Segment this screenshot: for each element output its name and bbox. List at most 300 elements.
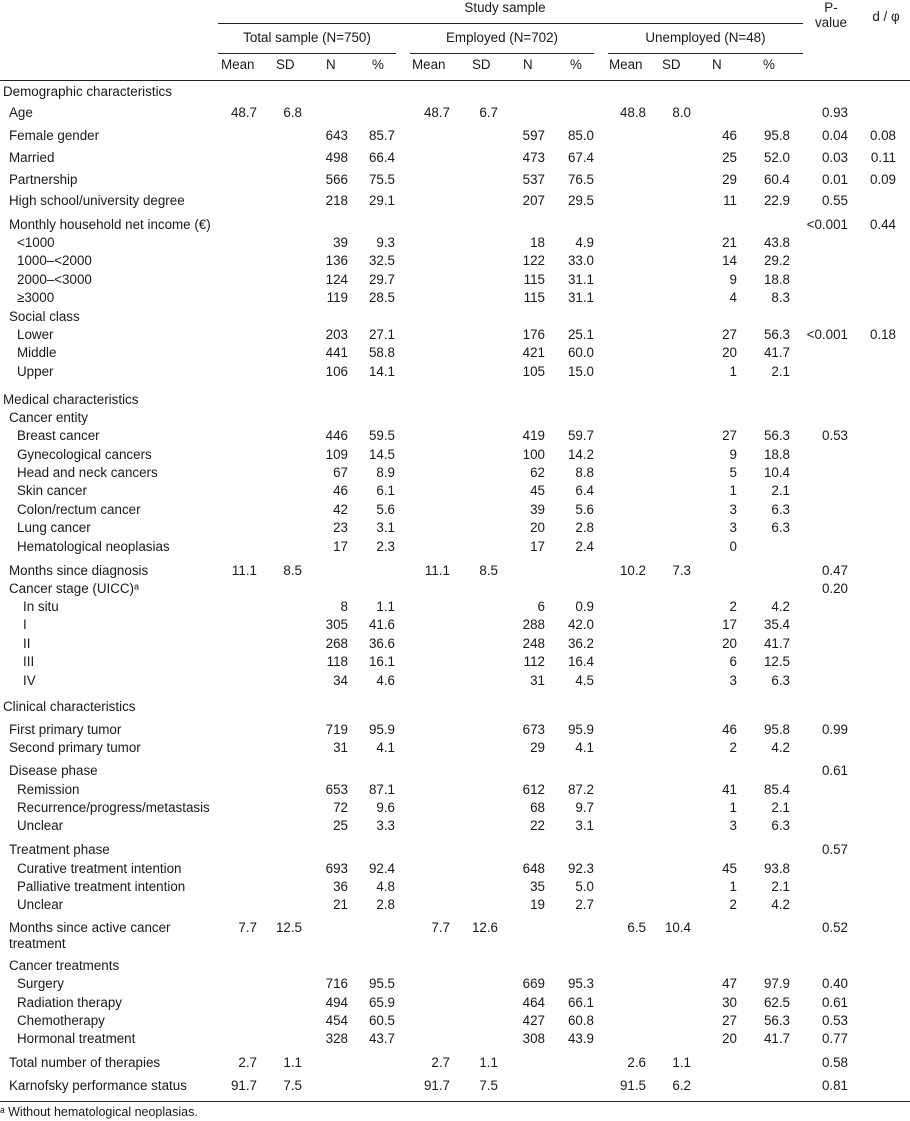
table-cell: 92.3	[567, 861, 594, 876]
rule-under-total	[218, 53, 396, 54]
p-value-cell: 0.53	[821, 1013, 848, 1028]
table-cell: 653	[325, 782, 348, 797]
table-cell: 1.1	[376, 599, 395, 614]
row-label: Radiation therapy	[17, 995, 122, 1010]
table-cell: 6.4	[575, 483, 594, 498]
table-cell: 85.4	[763, 782, 790, 797]
table-cell: 66.1	[567, 995, 594, 1010]
table-cell: 308	[522, 1031, 545, 1046]
rule-under-employed	[410, 53, 594, 54]
row-label: Age	[9, 105, 33, 120]
section-heading: Clinical characteristics	[3, 699, 136, 714]
table-cell: 27	[722, 428, 737, 443]
table-cell: 27	[722, 327, 737, 342]
rule-table-bottom	[0, 1101, 910, 1102]
row-label: Lung cancer	[17, 520, 91, 535]
table-cell: 328	[325, 1031, 348, 1046]
row-label: Upper	[17, 364, 54, 379]
table-cell: 3.1	[376, 520, 395, 535]
table-cell: 5.6	[575, 502, 594, 517]
table-cell: 8.3	[771, 290, 790, 305]
table-cell: 56.3	[763, 1013, 790, 1028]
table-cell: 36.6	[368, 636, 395, 651]
effect-size-cell: 0.18	[869, 327, 896, 342]
table-cell: 7.5	[283, 1078, 302, 1093]
table-cell: 48.7	[230, 105, 257, 120]
table-cell: 441	[325, 345, 348, 360]
p-value-cell: 0.20	[821, 581, 848, 596]
table-cell: 2.6	[627, 1055, 646, 1070]
table-cell: 43.8	[763, 235, 790, 250]
row-label: Cancer entity	[9, 410, 88, 425]
table-cell: 2.7	[238, 1055, 257, 1070]
row-label: Palliative treatment intention	[17, 879, 186, 894]
table-cell: 58.8	[368, 345, 395, 360]
table-cell: 494	[325, 995, 348, 1010]
p-value-cell: 0.57	[821, 842, 848, 857]
table-cell: 21	[333, 897, 348, 912]
table-cell: 22	[530, 818, 545, 833]
table-cell: 17	[333, 539, 348, 554]
table-cell: 43.7	[368, 1031, 395, 1046]
row-label: Monthly household net income (€)	[9, 217, 211, 232]
subheader-pct: %	[372, 57, 384, 72]
table-cell: 14.2	[567, 447, 594, 462]
row-label: Skin cancer	[17, 483, 87, 498]
row-label: Chemotherapy	[17, 1013, 105, 1028]
table-cell: 30	[722, 995, 737, 1010]
table-cell: 59.7	[567, 428, 594, 443]
table-cell: 39	[530, 502, 545, 517]
table-cell: 65.9	[368, 995, 395, 1010]
table-cell: 5.6	[376, 502, 395, 517]
table-cell: 10.4	[763, 465, 790, 480]
rule-header-bottom	[0, 80, 910, 81]
row-label: Married	[9, 150, 55, 165]
row-label: Gynecological cancers	[17, 447, 152, 462]
table-cell: 4.5	[575, 673, 594, 688]
table-cell: 95.8	[763, 722, 790, 737]
table-cell: 29.7	[368, 272, 395, 287]
table-cell: 31	[333, 740, 348, 755]
table-cell: 62	[530, 465, 545, 480]
table-cell: 36	[333, 879, 348, 894]
table-cell: 6.3	[771, 673, 790, 688]
table-cell: 122	[522, 253, 545, 268]
table-cell: 41	[722, 782, 737, 797]
subheader-sd: SD	[276, 57, 295, 72]
footnote: ᵃ Without hematological neoplasias.	[0, 1105, 198, 1119]
row-label: Cancer stage (UICC)ᵃ	[9, 581, 139, 596]
table-cell: 95.5	[368, 976, 395, 991]
table-cell: 85.0	[567, 128, 594, 143]
table-cell: 12.5	[275, 920, 302, 935]
table-cell: 5	[729, 465, 737, 480]
table-cell: 6.2	[672, 1078, 691, 1093]
table-cell: 48.8	[619, 105, 646, 120]
table-cell: 9	[729, 447, 737, 462]
table-cell: 2.7	[431, 1055, 450, 1070]
table-cell: 20	[722, 636, 737, 651]
rule-under-unemployed	[608, 53, 803, 54]
table-cell: 31.1	[567, 290, 594, 305]
table-cell: 27.1	[368, 327, 395, 342]
row-label: Months since diagnosis	[9, 563, 149, 578]
table-cell: 42.0	[567, 617, 594, 632]
table-cell: 29	[530, 740, 545, 755]
table-cell: 2.4	[575, 539, 594, 554]
table-cell: 6.7	[479, 105, 498, 120]
table-cell: 2.8	[575, 520, 594, 535]
table-cell: 39	[333, 235, 348, 250]
table-cell: 203	[325, 327, 348, 342]
table-cell: 3	[729, 520, 737, 535]
table-cell: 648	[522, 861, 545, 876]
table-cell: 427	[522, 1013, 545, 1028]
table-cell: 136	[325, 253, 348, 268]
table-cell: 4.2	[771, 897, 790, 912]
row-label: Karnofsky performance status	[9, 1078, 187, 1093]
table-cell: 119	[326, 290, 348, 305]
p-value-cell: <0.001	[806, 327, 848, 342]
table-cell: 29.5	[567, 193, 594, 208]
p-value-header	[806, 0, 856, 30]
group-header-employed: Employed (N=702)	[445, 30, 559, 45]
study-sample-header: Study sample	[464, 0, 546, 15]
table-cell: 106	[325, 364, 348, 379]
row-label: Hormonal treatment	[17, 1031, 136, 1046]
table-cell: 92.4	[368, 861, 395, 876]
table-cell: 112	[523, 654, 545, 669]
table-cell: 4.1	[575, 740, 594, 755]
table-cell: 25	[722, 150, 737, 165]
p-value-cell: 0.53	[821, 428, 848, 443]
table-cell: 10.4	[664, 920, 691, 935]
table-cell: 8	[340, 599, 348, 614]
row-label: Curative treatment intention	[17, 861, 182, 876]
table-cell: 176	[522, 327, 545, 342]
table-cell: 1	[729, 800, 737, 815]
p-value-cell: 0.40	[821, 976, 848, 991]
table-cell: 17	[530, 539, 545, 554]
row-label: Unclear	[17, 897, 64, 912]
table-cell: 4.2	[771, 599, 790, 614]
table-cell: 29	[722, 172, 737, 187]
table-cell: 67	[333, 465, 348, 480]
effect-size-cell: 0.09	[869, 172, 896, 187]
table-cell: 305	[325, 617, 348, 632]
table-cell: 716	[325, 976, 348, 991]
p-value-cell: 0.99	[821, 722, 848, 737]
table-cell: 62.5	[763, 995, 790, 1010]
table-cell: 464	[522, 995, 545, 1010]
table-cell: 95.9	[567, 722, 594, 737]
subheader-n: N	[712, 57, 722, 72]
table-cell: 56.3	[763, 327, 790, 342]
table-cell: 498	[325, 150, 348, 165]
row-label: Hematological neoplasias	[17, 539, 170, 554]
table-cell: 47	[722, 976, 737, 991]
table-cell: 91.7	[230, 1078, 257, 1093]
row-label: Partnership	[9, 172, 78, 187]
table-cell: 46	[722, 722, 737, 737]
row-label: Unclear	[17, 818, 64, 833]
p-value-cell: 0.77	[821, 1031, 848, 1046]
table-cell: 76.5	[567, 172, 594, 187]
table-cell: 612	[522, 782, 545, 797]
table-cell: 3	[729, 673, 737, 688]
row-label: First primary tumor	[9, 722, 122, 737]
table-cell: 23	[333, 520, 348, 535]
table-cell: 45	[530, 483, 545, 498]
table-cell: 8.0	[672, 105, 691, 120]
table-cell: 6.3	[771, 502, 790, 517]
table-cell: 1.1	[479, 1055, 498, 1070]
row-label: Disease phase	[9, 763, 98, 778]
table-cell: 14.1	[368, 364, 395, 379]
table-cell: 2	[729, 599, 737, 614]
table-cell: 36.2	[567, 636, 594, 651]
row-label: Remission	[17, 782, 80, 797]
table-cell: 60.0	[567, 345, 594, 360]
table-cell: 41.6	[368, 617, 395, 632]
table-cell: 60.4	[763, 172, 790, 187]
table-cell: 9.7	[575, 800, 594, 815]
table-cell: 6.3	[771, 520, 790, 535]
table-cell: 100	[522, 447, 545, 462]
table-cell: 2.1	[771, 800, 790, 815]
table-cell: 537	[522, 172, 545, 187]
row-label: IV	[23, 673, 36, 688]
table-cell: 34	[333, 673, 348, 688]
table-cell: 8.8	[575, 465, 594, 480]
table-cell: 1.1	[283, 1055, 302, 1070]
table-cell: 473	[522, 150, 545, 165]
table-cell: 43.9	[567, 1031, 594, 1046]
p-value-cell: 0.81	[821, 1078, 848, 1093]
subheader-n: N	[326, 57, 336, 72]
row-label: Lower	[17, 327, 54, 342]
table-cell: 6	[729, 654, 737, 669]
table-cell: 11.1	[231, 563, 257, 578]
table-cell: 18.8	[763, 447, 790, 462]
table-cell: 20	[722, 1031, 737, 1046]
table-cell: 33.0	[567, 253, 594, 268]
table-cell: 118	[326, 654, 348, 669]
table-cell: 31	[530, 673, 545, 688]
table-cell: 5.0	[575, 879, 594, 894]
table-cell: 8.5	[283, 563, 302, 578]
section-heading: Demographic characteristics	[3, 84, 172, 99]
table-cell: 91.5	[619, 1078, 646, 1093]
table-cell: 3.1	[575, 818, 594, 833]
table-cell: 6.3	[771, 818, 790, 833]
table-cell: 97.9	[763, 976, 790, 991]
row-label: Colon/rectum cancer	[17, 502, 141, 517]
table-cell: 32.5	[368, 253, 395, 268]
table-cell: 29.1	[368, 193, 395, 208]
table-cell: 2.8	[376, 897, 395, 912]
row-label: I	[23, 617, 27, 632]
table-cell: 68	[530, 800, 545, 815]
table-cell: 2.1	[771, 879, 790, 894]
table-cell: 87.1	[368, 782, 395, 797]
table-cell: 31.1	[567, 272, 594, 287]
table-cell: 9	[729, 272, 737, 287]
group-header-total: Total sample (N=750)	[243, 30, 371, 45]
table-cell: 35.4	[763, 617, 790, 632]
table-cell: 3.3	[376, 818, 395, 833]
table-cell: 41.7	[763, 345, 790, 360]
row-label: <1000	[17, 235, 55, 250]
table-cell: 109	[325, 447, 348, 462]
table-cell: 18.8	[763, 272, 790, 287]
table-cell: 4.6	[376, 673, 395, 688]
row-label: II	[23, 636, 31, 651]
table-cell: 29.2	[763, 253, 790, 268]
p-value-cell: 0.93	[821, 105, 848, 120]
table-cell: 21	[722, 235, 737, 250]
p-value-cell: 0.01	[821, 172, 848, 187]
table-cell: 115	[523, 272, 545, 287]
table-cell: 7.7	[431, 920, 450, 935]
table-cell: 1.1	[672, 1055, 691, 1070]
table-cell: 3	[729, 818, 737, 833]
table-cell: 59.5	[368, 428, 395, 443]
table-cell: 4.2	[771, 740, 790, 755]
table-cell: 14	[722, 253, 737, 268]
table-cell: 15.0	[567, 364, 594, 379]
table-cell: 85.7	[368, 128, 395, 143]
table-cell: 1	[729, 483, 737, 498]
table-cell: 20	[530, 520, 545, 535]
table-cell: 12.5	[763, 654, 790, 669]
table-cell: 643	[325, 128, 348, 143]
table-cell: 16.4	[567, 654, 594, 669]
row-label: Female gender	[9, 128, 100, 143]
table-cell: 419	[522, 428, 545, 443]
table-cell: 3	[729, 502, 737, 517]
table-cell: 60.8	[567, 1013, 594, 1028]
table-cell: 719	[325, 722, 348, 737]
row-label: treatment	[9, 936, 66, 951]
table-cell: 41.7	[763, 636, 790, 651]
table-cell: 20	[722, 345, 737, 360]
row-label: 2000–<3000	[17, 272, 92, 287]
table-cell: 46	[722, 128, 737, 143]
table-cell: 48.7	[423, 105, 450, 120]
table-cell: 2.1	[771, 483, 790, 498]
table-cell: 95.9	[368, 722, 395, 737]
row-label: In situ	[23, 599, 59, 614]
table-cell: 454	[325, 1013, 348, 1028]
table-cell: 4.9	[575, 235, 594, 250]
table-cell: 0	[729, 539, 737, 554]
row-label: ≥3000	[17, 290, 55, 305]
table-cell: 248	[522, 636, 545, 651]
effect-size-cell: 0.11	[870, 150, 896, 165]
p-value-cell: 0.58	[821, 1055, 848, 1070]
table-cell: 52.0	[763, 150, 790, 165]
table-cell: 19	[530, 897, 545, 912]
subheader-pct: %	[763, 57, 775, 72]
p-value-cell: 0.61	[821, 763, 848, 778]
table-cell: 60.5	[368, 1013, 395, 1028]
row-label: High school/university degree	[9, 193, 185, 208]
table-cell: 18	[530, 235, 545, 250]
table-cell: 4.8	[376, 879, 395, 894]
effect-size-header: d / φ	[872, 9, 900, 24]
table-cell: 2.3	[376, 539, 395, 554]
table-cell: 669	[522, 976, 545, 991]
table-cell: 91.7	[423, 1078, 450, 1093]
table-cell: 207	[522, 193, 545, 208]
table-cell: 16.1	[368, 654, 395, 669]
table-cell: 421	[522, 345, 545, 360]
table-cell: 288	[522, 617, 545, 632]
effect-size-cell: 0.08	[869, 128, 896, 143]
subheader-n: N	[523, 57, 533, 72]
table-cell: 6.1	[376, 483, 395, 498]
subheader-pct: %	[570, 57, 582, 72]
table-cell: 566	[325, 172, 348, 187]
row-label: Middle	[17, 345, 57, 360]
table-cell: 7.5	[479, 1078, 498, 1093]
table-cell: 12.6	[471, 920, 498, 935]
p-value-cell: 0.61	[821, 995, 848, 1010]
table-cell: 124	[325, 272, 348, 287]
table-cell: 693	[325, 861, 348, 876]
table-cell: 45	[722, 861, 737, 876]
p-value-cell: 0.52	[821, 920, 848, 935]
table-cell: 11.1	[424, 563, 450, 578]
table-cell: 2	[729, 740, 737, 755]
table-cell: 6	[537, 599, 545, 614]
table-cell: 4.1	[376, 740, 395, 755]
table-cell: 1	[729, 879, 737, 894]
subheader-sd: SD	[662, 57, 681, 72]
table-cell: 2.7	[575, 897, 594, 912]
table-cell: 72	[333, 800, 348, 815]
table-cell: 1	[729, 364, 737, 379]
p-value-cell: 0.47	[821, 563, 848, 578]
table-cell: 2.1	[771, 364, 790, 379]
row-label: Surgery	[17, 976, 64, 991]
table-cell: 46	[333, 483, 348, 498]
table-cell: 268	[325, 636, 348, 651]
table-cell: 115	[523, 290, 545, 305]
table-cell: 597	[522, 128, 545, 143]
table-cell: 41.7	[763, 1031, 790, 1046]
table-cell: 9.3	[376, 235, 395, 250]
table-cell: 42	[333, 502, 348, 517]
rule-under-study-sample	[218, 23, 803, 24]
table-cell: 105	[522, 364, 545, 379]
effect-size-cell: 0.44	[869, 217, 896, 232]
table-cell: 11	[723, 193, 737, 208]
row-label: Social class	[9, 309, 80, 324]
row-label: Cancer treatments	[9, 958, 120, 973]
table-cell: 17	[722, 617, 737, 632]
table-cell: 9.6	[376, 800, 395, 815]
table-cell: 7.3	[672, 563, 691, 578]
table-cell: 218	[325, 193, 348, 208]
p-value-cell: 0.55	[821, 193, 848, 208]
table-cell: 4	[729, 290, 737, 305]
p-value-cell: 0.04	[821, 128, 848, 143]
row-label: III	[23, 654, 35, 669]
table-cell: 14.5	[368, 447, 395, 462]
